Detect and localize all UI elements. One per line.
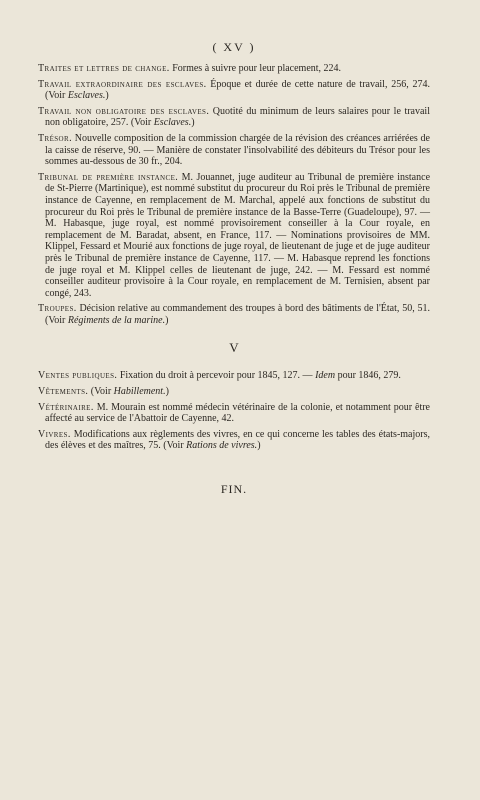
entry-text: M. Jouannet, juge auditeur au Tribunal de première instance de St-Pierre (Martinique), est nommé substitut du procureur du Roi près le Tribunal de première instance de Cayenne, en remplacement de M. Marchal, appelé aux fonctions de substitut du procureur du Roi près le Tribunal de première instance de la Basse-Terre (Guadeloupe), 97. — M. Habasque, juge royal, est nommé provisoirement conseiller à la Cour royale, en remplacement de M. Baradat, absent, en France, 117. — Nominations provisoires de MM. Klippel, Fessard et Mourié aux fonctions de juge royal, de lieutenant de juge et de juge auditeur près le Tribunal de première instance de Cayenne, 117. — M. Habasque reprend les fonctions de juge royal et M. Klippel celles de lieutenant de juge, 242. — M. Fessard est nommé conseiller auditeur provisoire à la Cour royale, en remplacement de M. Ternisien, absent par congé, 243. — [45, 171, 431, 299]
entry-text-after: ) — [191, 117, 195, 129]
entry-reference: Esclaves. — [153, 117, 192, 129]
entry-heading: Vêtements. — [38, 386, 89, 398]
index-section-t — [38, 63, 430, 326]
entry-heading: Travail non obligatoire des esclaves. — [38, 105, 210, 117]
entry-text: Nouvelle composition de la commission chargée de la révision des créances arriérées de la caisse de réserve, 90. — Manière de constater l'insolvabilité des débiteurs du Trésor pour les sommes au-dessous de 30 fr., 204. — [45, 132, 430, 168]
index-entry-vivres — [38, 429, 430, 452]
entry-heading: Trésor. — [38, 132, 72, 144]
entry-reference: Esclaves. — [67, 90, 106, 102]
entry-text-after: ) — [165, 314, 169, 326]
entry-text: Modifications aux règlements des vivres, en ce qui concerne les tables des états-majors, des élèves et des maîtres, 75. (Voir — [45, 428, 430, 452]
entry-heading: Traites et lettres de change. — [38, 63, 170, 74]
entry-text: Quotité du minimum de leurs salaires pour le travail non obligatoire, 257. (Voir — [45, 105, 430, 129]
entry-heading: Vétérinaire. — [38, 401, 94, 413]
entry-reference: Rations de vivres. — [186, 440, 258, 452]
entry-reference: Idem — [315, 370, 336, 382]
entry-text: (Voir — [88, 386, 114, 398]
index-entry-traites — [38, 63, 430, 75]
entry-heading: Tribunal de première instance. — [38, 171, 179, 183]
entry-text: Fixation du droit à percevoir pour 1845, 127. — — [117, 370, 316, 382]
entry-text-after: pour 1846, 279. — [335, 370, 401, 382]
entry-reference: Régiments de la marine. — [67, 314, 166, 326]
index-entry-veterinaire — [38, 402, 430, 425]
section-letter-heading: V — [229, 340, 239, 356]
index-entry-travail-non-obligatoire — [38, 106, 430, 129]
entry-text-after: ) — [105, 90, 109, 102]
entry-heading: Ventes publiques. — [38, 370, 118, 382]
entry-text: Formes à suivre pour leur placement, 224. — [169, 63, 342, 74]
index-section-v — [38, 370, 430, 452]
index-entry-troupes — [38, 303, 430, 326]
entry-text: M. Mourain est nommé médecin vétérinaire de la colonie, et notamment pour être affecté au service de l'Abattoir de Cayenne, 42. — [45, 401, 430, 425]
page-number: ( XV ) — [212, 40, 256, 54]
entry-reference: Habillement. — [113, 386, 166, 398]
entry-text: Époque et durée de cette nature de travail, 256, 274. (Voir — [45, 78, 431, 102]
end-mark: FIN. — [220, 482, 248, 497]
entry-text: Décision relative au commandement des troupes à bord des bâtiments de l'État, 50, 51. (Voir — [45, 303, 430, 326]
index-entry-travail-extraordinaire — [38, 79, 430, 102]
entry-text-after: ) — [257, 440, 261, 452]
entry-heading: Travail extraordinaire des esclaves. — [38, 78, 207, 90]
entry-text-after: ) — [165, 386, 169, 398]
index-entry-vetements — [38, 386, 430, 398]
entry-heading: Troupes. — [38, 303, 77, 315]
entry-heading: Vivres. — [38, 428, 71, 440]
index-entry-tribunal — [38, 172, 430, 300]
index-entry-ventes — [38, 370, 430, 382]
document-page — [38, 40, 430, 497]
index-entry-tresor — [38, 133, 430, 168]
